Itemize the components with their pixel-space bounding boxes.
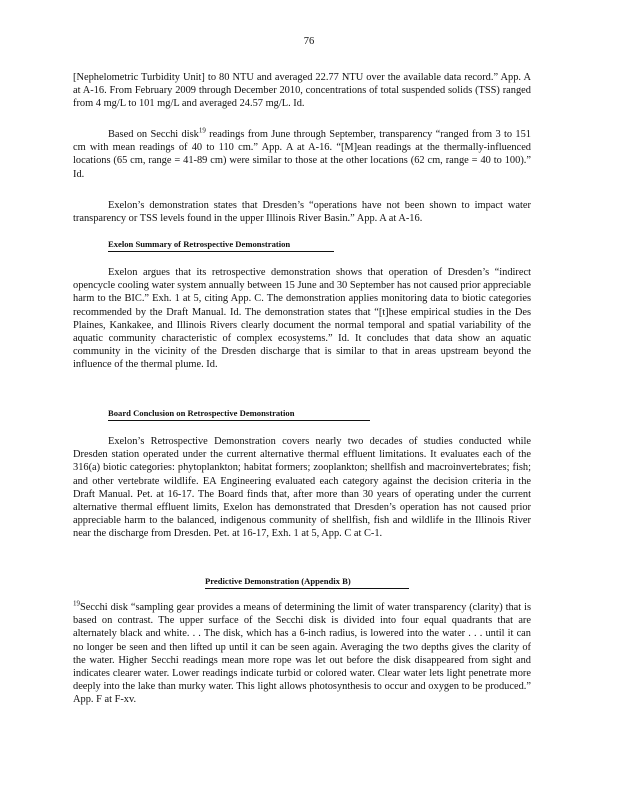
section-heading-board-conclusion: Board Conclusion on Retrospective Demonstration	[108, 407, 370, 421]
section-heading-exelon-summary: Exelon Summary of Retrospective Demonstration	[108, 238, 334, 252]
footnote-19	[73, 601, 531, 707]
paragraph-secchi-body: readings from June through September, transparency “ranged from 3 to 151 cm with mean readings of 40 to 110 cm.” App. A at A-16. “[M]ean readings at the thermally-influenced locations (65 cm, range = 41-89 cm) were similar to those at the other locations (62 cm, range = 40 to 100).” Id.	[73, 129, 531, 180]
paragraph-exelon-argument	[73, 266, 531, 372]
paragraph-exelon-transparency-text: Exelon’s demonstration states that Dresden’s “operations have not been shown to impact water transparency or TSS levels found in the upper Illinois River Basin.” App. A at A-16.	[73, 200, 531, 225]
paragraph-board-finding-text: Exelon’s Retrospective Demonstration covers nearly two decades of studies conducted while Dresden station operated under the current alternative thermal effluent limitations. It evaluates each of the 316(a) biotic categories: phytoplankton; habitat formers; zooplankton; shellfish and macroinvertebrates; fish; and other vertebrate wildlife. EA Engineering evaluated each category against the decision criteria in the Draft Manual. Pet. at 16-17. The Board finds that, after more than 30 years of operating under the current alternative thermal effluent limits, Exelon has demonstrated that Dresden’s operation has not caused prior appreciable harm to the balanced, indigenous community of shellfish, fish and wildlife in the Illinois River near the discharge from Dresden. Pet. at 16-17, Exh. 1 at 5, App. C at C-1.	[73, 436, 531, 540]
footnote-marker: 19	[73, 599, 80, 608]
page-number: 76	[303, 36, 315, 47]
footnote-text: Secchi disk “sampling gear provides a means of determining the limit of water transparency (clarity) that is based on contrast. The upper surface of the Secchi disk is divided into four equal quadrants that are alternately black and white. . . The disk, which has a 6-inch radius, is lowered into the water . . . until it can no longer be seen and then lifted up until it can be seen again. Averaging the two depths gives the clarity of the water. Higher Secchi readings mean more rope was let out before the disk disappeared from sight and indicates clearer water. Lower readings indicate turbid or colored water. Clear water lets light penetrate more deeply into the lake than murky water. This light allows photosynthesis to occur and oxygen to be produced.” App. F at F-xv.	[73, 602, 531, 706]
paragraph-turbidity: [Nephelometric Turbidity Unit] to 80 NTU and averaged 22.77 NTU over the available data record.” App. A at A-16. From February 2009 through December 2010, concentrations of total suspended solids (TSS) ranged from 4 mg/L to 101 mg/L and averaged 24.57 mg/L. Id.	[73, 72, 531, 110]
section-heading-predictive: Predictive Demonstration (Appendix B)	[205, 575, 409, 589]
footnote-reference: 19	[198, 126, 206, 135]
paragraph-exelon-transparency	[73, 199, 531, 225]
paragraph-exelon-argument-text: Exelon argues that its retrospective demonstration shows that operation of Dresden’s “indirect opencycle cooling water system annually between 15 June and 30 September has not caused prior appreciable harm to the BIC.” Exh. 1 at 5, citing App. C. The demonstration applies monitoring data to biotic categories recommended by the Draft Manual. Id. The demonstration states that “[t]hese empirical studies in the Des Plaines, Kankakee, and Illinois Rivers clearly document the normal temporal and spatial variability of the aquatic community characteristic of complex ecosystems.” Id. It concludes that data show an aquatic community in the vicinity of the Dresden discharge that is similar to that in areas upstream beyond the influence of the thermal plume. Id.	[73, 267, 531, 371]
paragraph-secchi-lead: Based on Secchi disk	[108, 129, 199, 140]
paragraph-secchi-readings	[73, 128, 531, 181]
paragraph-board-finding	[73, 435, 531, 541]
